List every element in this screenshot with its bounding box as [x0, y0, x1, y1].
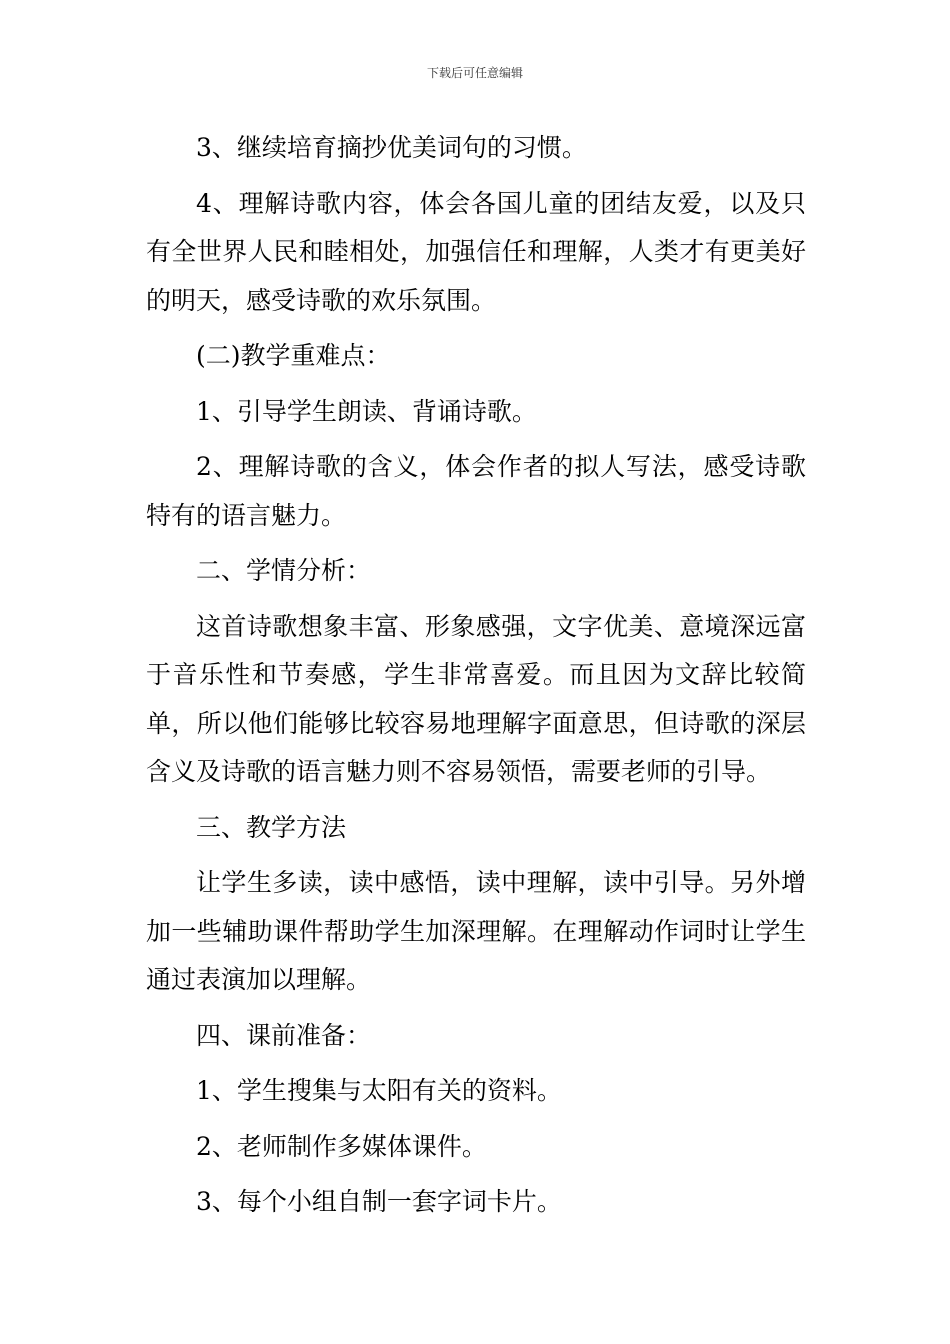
document-body [146, 124, 806, 1234]
paragraph-teaching-method: 让学生多读，读中感悟，读中理解，读中引导。另外增加一些辅助课件帮助学生加深理解。在理解动作词时让学生通过表演加以理解。 [146, 868, 806, 994]
paragraph-key-point-2: 2、理解诗歌的含义，体会作者的拟人写法，感受诗歌特有的语言魅力。 [146, 452, 806, 530]
paragraph-student-analysis: 这首诗歌想象丰富、形象感强，文字优美、意境深远富于音乐性和节奏感，学生非常喜爱。而且因为文辞比较简单，所以他们能够比较容易地理解字面意思，但诗歌的深层含义及诗歌的语言魅力则不容易领悟，需要老师的引导。 [146, 611, 806, 786]
paragraph-goal-3: 3、继续培育摘抄优美词句的习惯。 [196, 133, 587, 162]
page-header: 下载后可任意编辑 [426, 66, 523, 80]
heading-student-analysis: 二、学情分析： [196, 556, 372, 585]
paragraph-preparation-2: 2、老师制作多媒体课件。 [196, 1131, 487, 1161]
heading-key-points: (二)教学重难点： [196, 341, 391, 370]
heading-preparation: 四、课前准备： [196, 1020, 372, 1050]
paragraph-goal-4: 4、理解诗歌内容，体会各国儿童的团结友爱，以及只有全世界人民和睦相处，加强信任和理解，人类才有更美好的明天，感受诗歌的欢乐氛围。 [146, 188, 806, 315]
heading-teaching-method: 三、教学方法 [196, 812, 347, 842]
paragraph-preparation-1: 1、学生搜集与太阳有关的资料。 [196, 1076, 562, 1105]
paragraph-preparation-3: 3、每个小组自制一套字词卡片。 [196, 1187, 562, 1216]
paragraph-key-point-1: 1、引导学生朗读、背诵诗歌。 [196, 396, 537, 426]
